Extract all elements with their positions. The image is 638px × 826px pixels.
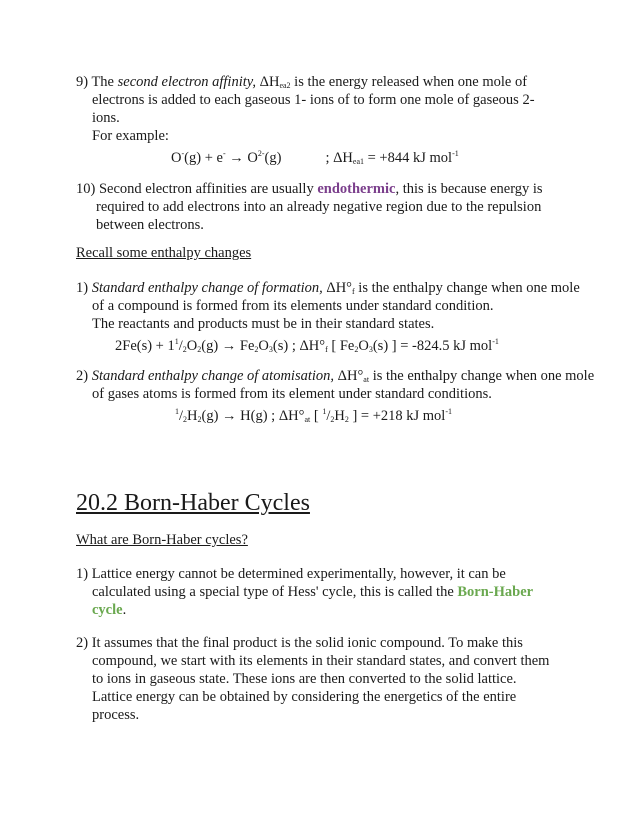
eq-sub: 2 (330, 415, 335, 424)
b1-line3 (92, 601, 126, 619)
eq-part: O (171, 150, 182, 166)
eq-sup: 1 (175, 407, 179, 416)
eq-part: = +844 kJ mol (364, 150, 453, 166)
item10-post: , this is because energy is (395, 181, 543, 197)
item10-line2: required to add electrons into an already negative region due to the repulsion (96, 199, 542, 215)
b2-line3: to ions in gaseous state. These ions are then converted to the solid lattice. (92, 671, 517, 687)
item10-line1 (76, 180, 543, 198)
eq-sub: 2 (197, 415, 202, 424)
item9-equation (171, 145, 459, 171)
b1-line1: 1) Lattice energy cannot be determined experimentally, however, it can be (76, 566, 506, 582)
r2-rest: is the enthalpy change when one mole (369, 368, 595, 384)
eq-part: O (358, 338, 369, 354)
r2-number: 2) (76, 368, 92, 384)
eq-sub: 2 (354, 345, 359, 354)
eq-part: (g) → H(g) ; ΔH° (201, 408, 305, 424)
r2-delta: ΔH° (334, 368, 364, 384)
eq-part: (s) ; ΔH° (272, 338, 326, 354)
eq-sub: ea1 (352, 157, 364, 166)
eq-sup: - (222, 149, 226, 158)
eq-part: (s) ] = -824.5 kJ mol (372, 338, 493, 354)
r1-rest: is the enthalpy change when one mole (354, 280, 580, 296)
r1-delta: ΔH° (322, 280, 352, 296)
item10-highlight: endothermic (317, 181, 396, 197)
item9-number: 9) The (76, 74, 118, 90)
eq-sub: 2 (344, 415, 349, 424)
eq-sub: 3 (368, 345, 373, 354)
eq-sup: 1 (174, 337, 179, 346)
b2-line2: compound, we start with its elements in their standard states, and convert them (92, 653, 550, 669)
b2-line5: process. (92, 707, 140, 723)
item9-line4: For example: (92, 128, 169, 144)
b2-line4: Lattice energy can be obtained by considering the energetics of the entire (92, 689, 517, 705)
eq-part: H (334, 408, 345, 424)
eq-sub: 2 (183, 415, 188, 424)
eq-part: ] = +218 kJ mol (348, 408, 446, 424)
item9-rest: is the energy released when one mole of (290, 74, 528, 90)
r1-line2: of a compound is formed from its elements under standard condition. (92, 298, 494, 314)
eq-sup: - (181, 149, 185, 158)
r1-term: Standard enthalpy change of formation, (91, 280, 323, 296)
eq-part: 2Fe(s) + 1 (115, 338, 175, 354)
r1-equation (115, 333, 499, 359)
r1-sub: f (352, 287, 355, 296)
eq-part: [ Fe (327, 338, 355, 354)
eq-sub: f (325, 345, 328, 354)
eq-part: H (187, 408, 198, 424)
eq-part: ; ΔH (325, 150, 353, 166)
b2-line1: 2) It assumes that the final product is the solid ionic compound. To make this (76, 635, 523, 651)
b1-line3-text: . (122, 602, 127, 618)
r2-line2: of gases atoms is formed from its element under standard conditions. (92, 386, 492, 402)
r1-line3: The reactants and products must be in their standard states. (92, 316, 435, 332)
eq-sub: 2 (197, 345, 202, 354)
r2-equation (175, 403, 452, 429)
eq-sup: -1 (445, 407, 453, 416)
eq-sub: 3 (268, 345, 273, 354)
eq-part: (g) → Fe (201, 338, 255, 354)
eq-part: (g) (264, 150, 282, 166)
eq-sup: 2- (257, 149, 265, 158)
eq-part: O (258, 338, 269, 354)
b1-highlight-2: cycle (92, 602, 123, 618)
eq-part: / (179, 408, 184, 424)
eq-sub: 2 (182, 345, 187, 354)
b1-line2-text: calculated using a special type of Hess' cycle, this is called the (92, 584, 458, 600)
eq-part: O (186, 338, 198, 354)
item9-term: second electron affinity, (117, 74, 257, 90)
item9-line2: electrons is added to each gaseous 1- ions of to form one mole of gaseous 2- (92, 92, 535, 108)
eq-sub: at (304, 415, 311, 424)
b1-line2 (92, 583, 533, 601)
eq-part: → O (225, 150, 258, 166)
item10-pre: 10) Second electron affinities are usually (76, 181, 318, 197)
section-title: 20.2 Born-Haber Cycles (76, 490, 310, 516)
eq-part: / (178, 338, 183, 354)
eq-part: (g) + e (184, 150, 223, 166)
eq-sub: 2 (254, 345, 259, 354)
r2-term: Standard enthalpy change of atomisation, (91, 368, 335, 384)
r1-number: 1) (76, 280, 92, 296)
b1-highlight: Born-Haber (457, 584, 534, 600)
eq-sup: 1 (322, 407, 327, 416)
what-heading: What are Born-Haber cycles? (76, 532, 248, 548)
r2-sub: at (363, 375, 370, 384)
item9-sub: ea2 (279, 81, 291, 90)
item9-delta: ΔH (256, 74, 280, 90)
item9-line3: ions. (92, 110, 120, 126)
eq-part: [ (310, 408, 323, 424)
eq-part: / (326, 408, 331, 424)
recall-heading: Recall some enthalpy changes (76, 245, 252, 261)
eq-sup: -1 (452, 149, 459, 158)
eq-sup: -1 (492, 337, 499, 346)
item10-line3: between electrons. (96, 217, 204, 233)
